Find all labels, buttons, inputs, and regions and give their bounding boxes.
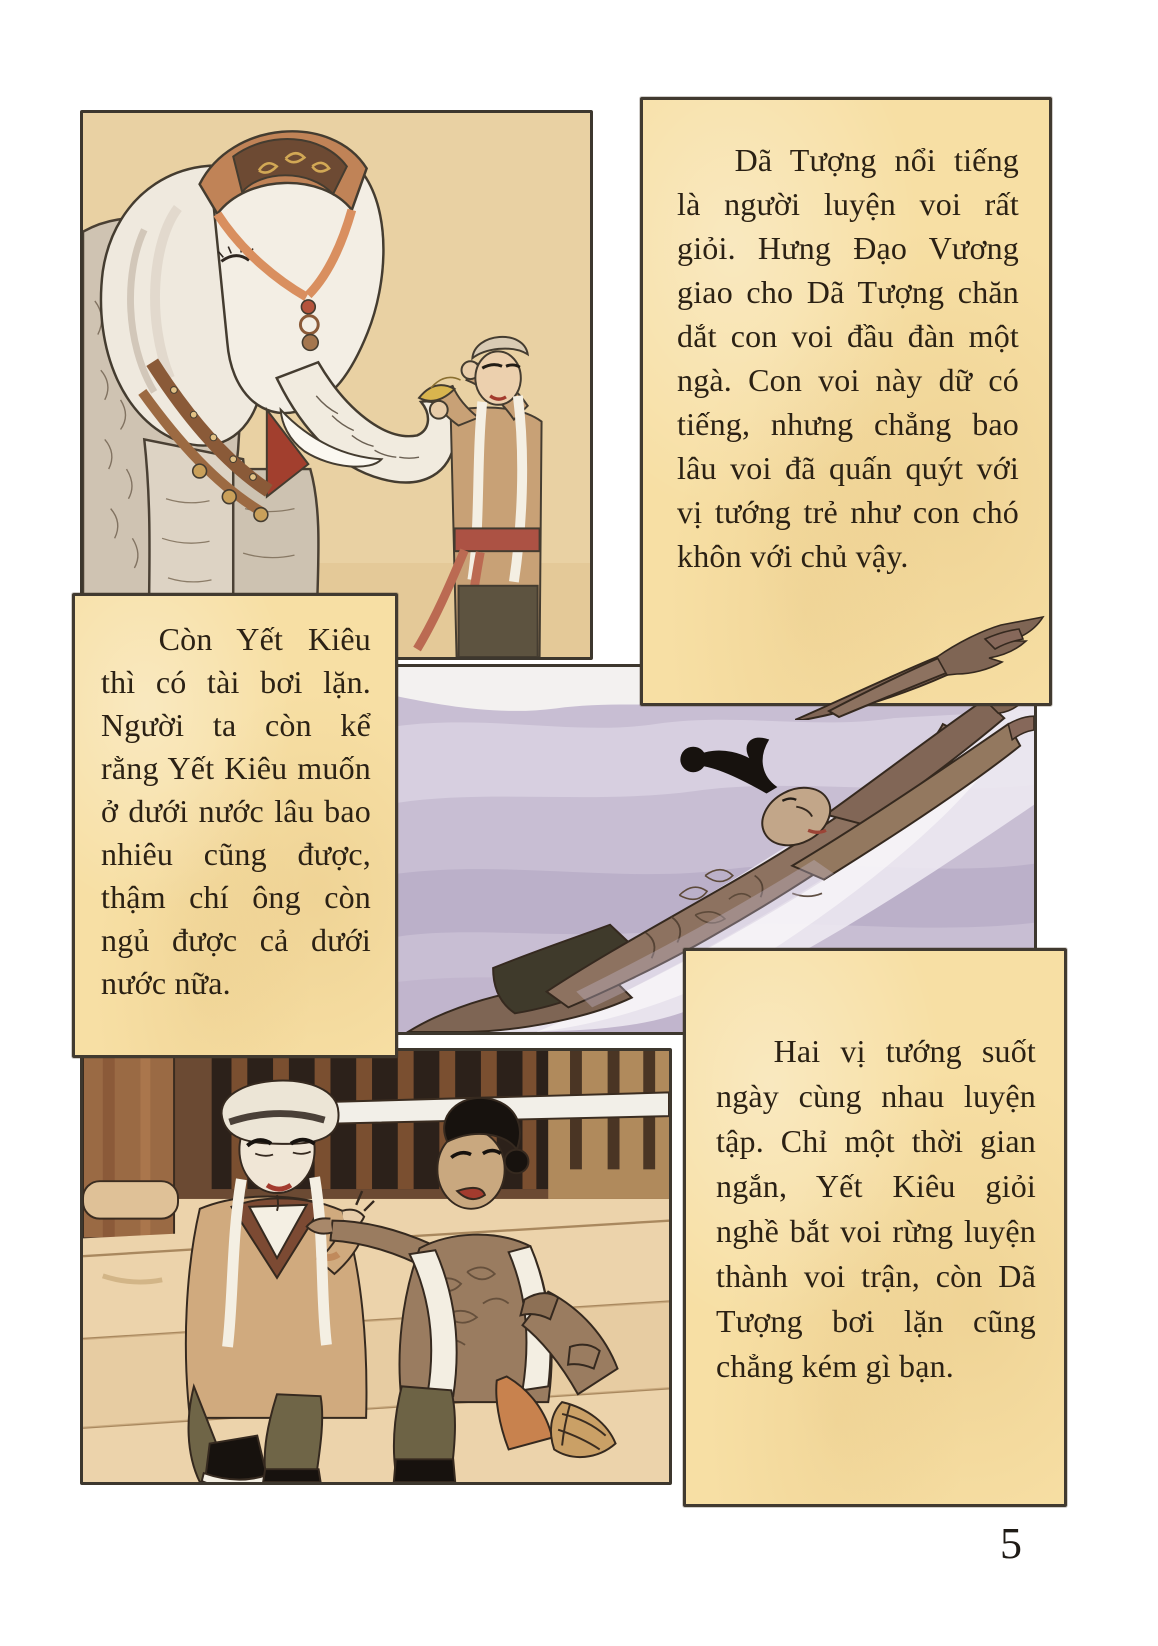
page-number: 5	[1000, 1519, 1022, 1568]
caption-hai-vi-tuong-text: Hai vị tướng suốt ngày cùng nhau luyện tập. Chỉ một thời gian ngắn, Yết Kiêu giỏi nghề bắt voi rừng luyện thành voi trận, còn Dã Tượng bơi lặn cũng chẳng kém gì bạn.	[716, 1033, 1036, 1384]
panel-elephant-training	[80, 110, 593, 660]
caption-yet-kieu-text: Còn Yết Kiêu thì có tài bơi lặn. Người ta còn kể rằng Yết Kiêu muốn ở dưới nước lâu bao nhiêu cũng được, thậm chí ông còn ngủ được cả dưới nước nữa.	[101, 621, 371, 1001]
elephant-illustration	[83, 113, 590, 657]
caption-hai-vi-tuong	[683, 948, 1067, 1507]
generals-illustration	[83, 1051, 669, 1482]
caption-yet-kieu	[72, 593, 398, 1058]
swimmer-arms-overlay	[795, 615, 1045, 720]
caption-da-tuong-text: Dã Tượng nổi tiếng là người luyện voi rất giỏi. Hưng Đạo Vương giao cho Dã Tượng chăn dắt con voi đầu đàn một ngà. Con voi này dữ có tiếng, nhưng chẳng bao lâu voi đã quấn quýt với vị tướng trẻ như con chó khôn với chủ vậy.	[677, 142, 1019, 574]
panel-two-generals	[80, 1048, 672, 1485]
